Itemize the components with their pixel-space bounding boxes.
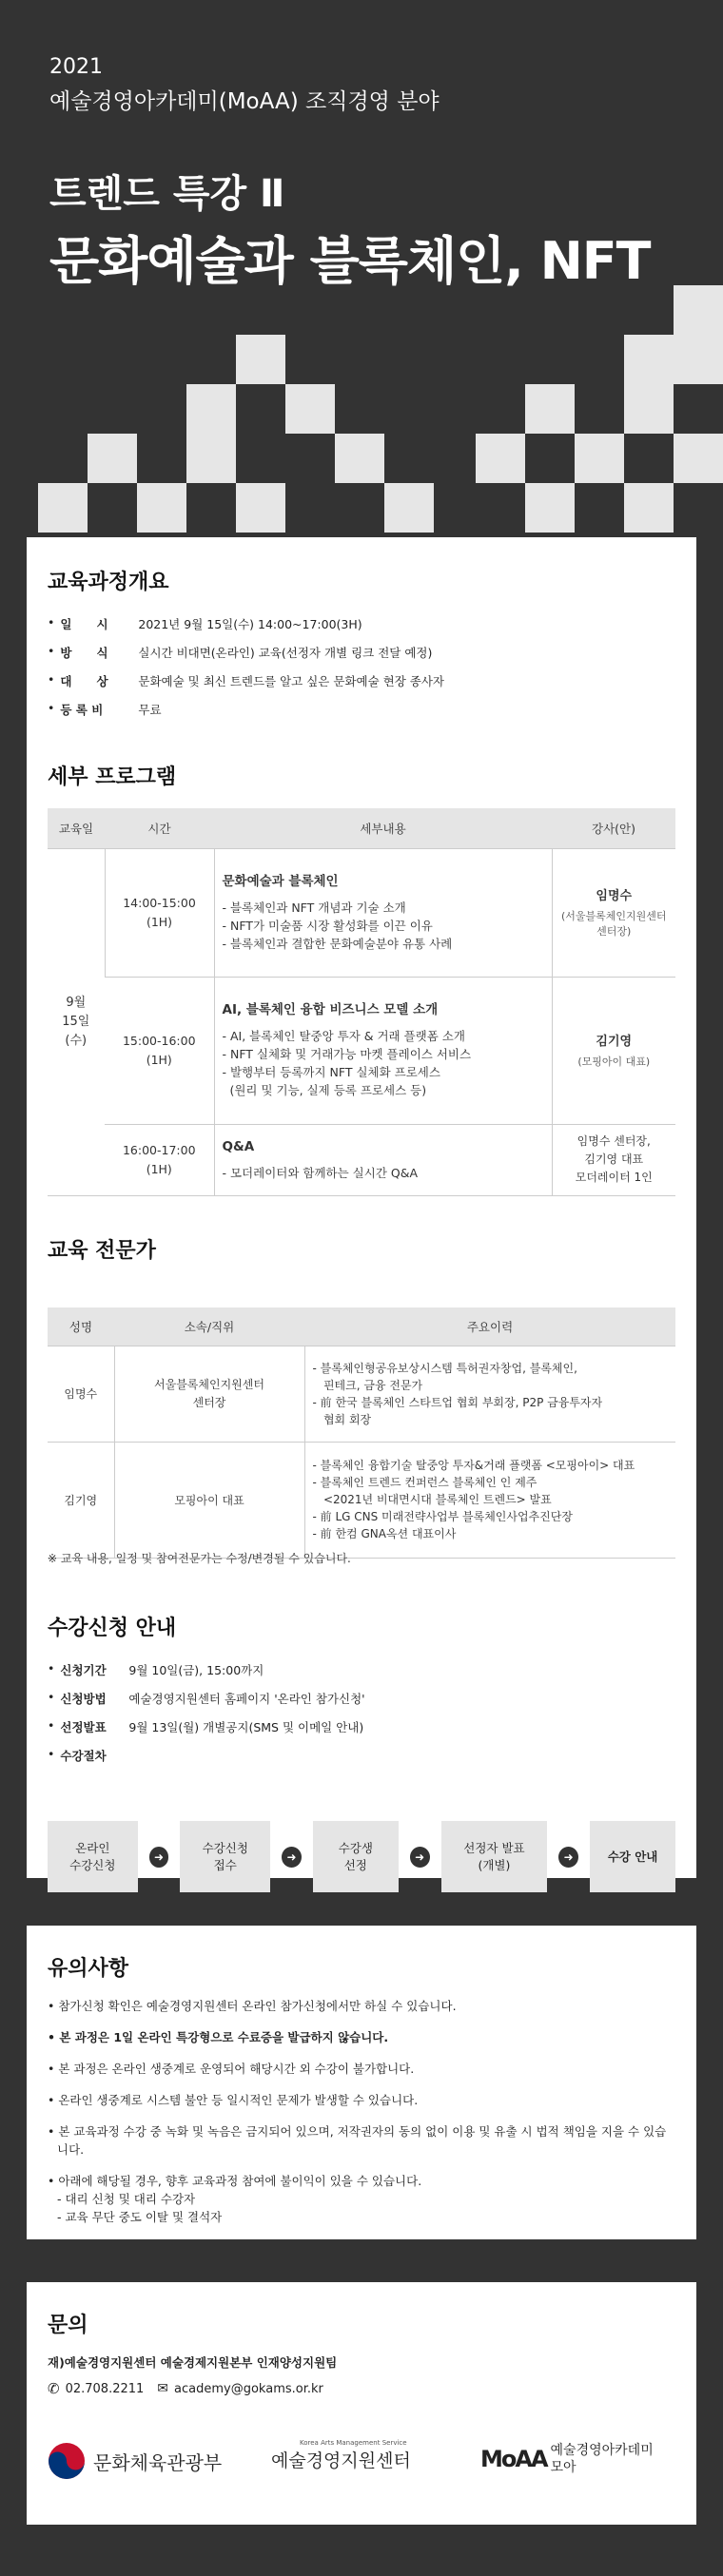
overview-key: 등 록 비 <box>60 703 104 717</box>
arrow-right-icon: ➜ <box>558 1847 578 1868</box>
contact-row <box>48 2380 323 2397</box>
program-header: 교육일 <box>48 808 105 848</box>
experts-header: 성명 <box>48 1307 114 1346</box>
expert-org: 모핑아이 대표 <box>114 1442 304 1558</box>
apply-heading: 수강신청 안내 <box>48 1617 177 1640</box>
moaa-name-2: 모아 <box>550 2460 576 2475</box>
overview-key: 방 식 <box>60 646 108 660</box>
list-item: - NFT 실체화 및 거래가능 마켓 플레이스 서비스 <box>222 1047 472 1061</box>
overview-value: 문화예술 및 최신 트렌드를 알고 싶은 문화예술 현장 종사자 <box>138 674 444 688</box>
list-item: - 블록체인형공유보상시스템 특허권자창업, 블록체인, <box>312 1361 577 1375</box>
caution-list <box>48 1997 675 2226</box>
deco-square <box>384 483 434 533</box>
program-lecturer <box>552 977 675 1124</box>
lecturer-title: (서울블록체인지원센터 센터장) <box>560 910 667 938</box>
lecturer-title: (모핑아이 대표) <box>577 1056 651 1068</box>
deco-square <box>525 384 575 434</box>
bullet: • <box>48 615 55 629</box>
deco-square <box>137 483 186 533</box>
deco-square <box>674 434 723 483</box>
list-item: • 온라인 생중계로 시스템 불안 등 일시적인 문제가 발생할 수 있습니다. <box>48 2093 419 2107</box>
bullet: • <box>48 1661 55 1675</box>
phone-icon: ✆ <box>48 2380 60 2397</box>
step-box: 선정자 발표 (개별) <box>441 1821 548 1892</box>
apply-key: 신청방법 <box>60 1692 107 1706</box>
hero-subtitle: 예술경영아카데미(MoAA) 조직경영 분야 <box>49 89 440 114</box>
contact-card <box>27 2282 696 2525</box>
experts-header: 주요이력 <box>304 1307 675 1346</box>
apply-row <box>48 1747 128 1764</box>
overview-key: 대 상 <box>60 674 108 688</box>
step-box: 수강생 선정 <box>313 1821 399 1892</box>
ministry-logo <box>48 2442 222 2480</box>
deco-square <box>674 285 723 335</box>
list-item: - NFT가 미술품 시장 활성화를 이끈 이유 <box>222 918 433 933</box>
table-row <box>48 1124 675 1195</box>
program-title: Q&A <box>222 1138 255 1154</box>
program-header: 강사(안) <box>552 808 675 848</box>
list-item: - 블록체인 융합기술 탈중앙 투자&거래 플랫폼 <모핑아이> 대표 <box>312 1459 635 1472</box>
expert-history <box>304 1442 675 1558</box>
contact-phone[interactable]: 02.708.2211 <box>65 2381 145 2396</box>
apply-key: 신청기간 <box>60 1663 107 1677</box>
overview-heading: 교육과정개요 <box>48 571 169 594</box>
apply-key: 선정발표 <box>60 1720 107 1734</box>
lecturer-name: 임명수 <box>596 889 633 903</box>
list-item: - 前 한컴 GNA옥션 대표이사 <box>312 1527 457 1540</box>
expert-history <box>304 1346 675 1442</box>
kams-english: Korea Arts Management Service <box>300 2439 407 2447</box>
moaa-mark: MoAA <box>480 2446 547 2472</box>
list-item: - AI, 블록체인 탈중앙 투자 & 거래 플랫폼 소개 <box>222 1029 465 1043</box>
bullet: • <box>48 1747 55 1761</box>
kams-logo <box>271 2439 411 2472</box>
experts-header: 소속/직위 <box>114 1307 304 1346</box>
list-item: • 참가신청 확인은 예술경영지원센터 온라인 참가신청에서만 하실 수 있습니다. <box>48 1999 457 2013</box>
experts-heading: 교육 전문가 <box>48 1239 156 1263</box>
overview-key: 일 시 <box>60 617 108 631</box>
deco-square <box>88 434 137 483</box>
table-row <box>48 1442 675 1558</box>
kams-name: 예술경영지원센터 <box>271 2450 411 2471</box>
list-item: 핀테크, 금융 전문가 <box>312 1378 423 1392</box>
overview-value: 무료 <box>138 703 162 717</box>
hero-year: 2021 <box>49 55 103 79</box>
taegeuk-icon <box>48 2442 86 2480</box>
program-content <box>214 977 552 1124</box>
expert-name: 임명수 <box>48 1346 114 1442</box>
email-icon: ✉ <box>157 2381 169 2396</box>
main-card <box>27 537 696 1878</box>
deco-square <box>674 335 723 384</box>
program-title: 문화예술과 블록체인 <box>222 873 339 889</box>
program-time: 14:00-15:00 (1H) <box>105 848 214 977</box>
overview-row <box>48 672 444 689</box>
program-header: 시간 <box>105 808 214 848</box>
deco-square <box>624 483 674 533</box>
hero-title-line2: 문화예술과 블록체인, NFT <box>49 231 651 291</box>
apply-row <box>48 1661 264 1678</box>
overview-row <box>48 644 432 661</box>
contact-org: 재)예술경영지원센터 예술경제지원본부 인재양성지원팀 <box>48 2355 338 2370</box>
list-item: - 발행부터 등록까지 NFT 실체화 프로세스 <box>222 1065 440 1079</box>
list-item: - 前 한국 블록체인 스타트업 협회 부회장, P2P 금융투자자 <box>312 1395 603 1409</box>
apply-row <box>48 1718 363 1735</box>
deco-square <box>236 335 285 384</box>
expert-org: 서울블록체인지원센터 센터장 <box>114 1346 304 1442</box>
list-item: - 블록체인 트렌드 컨퍼런스 블록체인 인 제주 <box>312 1476 537 1489</box>
step-box: 수강신청 접수 <box>180 1821 270 1892</box>
deco-square <box>186 384 236 434</box>
bullet: • <box>48 644 55 658</box>
deco-square <box>476 434 525 483</box>
deco-square <box>186 434 236 483</box>
program-title: AI, 블록체인 융합 비즈니스 모델 소개 <box>222 1002 439 1017</box>
apply-value: 예술경영지원센터 홈페이지 '온라인 참가신청' <box>128 1692 365 1706</box>
list-item: - 前 LG CNS 미래전략사업부 블록체인사업추진단장 <box>312 1510 573 1523</box>
bullet: • <box>48 701 55 715</box>
list-item: - 대리 신청 및 대리 수강자 <box>57 2192 196 2206</box>
program-lecturer: 임명수 센터장, 김기영 대표 모더레이터 1인 <box>552 1124 675 1195</box>
list-item: <2021년 비대면시대 블록체인 트렌드> 발표 <box>312 1493 552 1506</box>
program-heading: 세부 프로그램 <box>48 765 177 789</box>
deco-square <box>624 384 674 434</box>
caution-card <box>27 1926 696 2239</box>
apply-value: 9월 13일(월) 개별공지(SMS 및 이메일 안내) <box>128 1720 364 1734</box>
bullet: • <box>48 672 55 687</box>
deco-square <box>335 434 384 483</box>
step-box: 수강 안내 <box>590 1821 675 1892</box>
arrow-right-icon: ➜ <box>410 1847 430 1868</box>
contact-heading: 문의 <box>48 2314 88 2337</box>
list-item: - 블록체인과 결합한 문화예술분야 유통 사례 <box>222 936 453 951</box>
lecturer-name: 김기영 <box>596 1035 633 1049</box>
list-item: • 본 교육과정 수강 중 녹화 및 녹음은 금지되어 있으며, 저작권자의 동의 없이 이용 및 유출 시 법적 책임을 지을 수 있습니다. <box>48 2124 667 2157</box>
contact-email[interactable]: academy@gokams.or.kr <box>174 2381 323 2396</box>
program-lecturer <box>552 848 675 977</box>
moaa-text <box>551 2442 654 2476</box>
hero-title-line1: 트렌드 특강 Ⅱ <box>49 172 285 216</box>
apply-row <box>48 1690 365 1707</box>
list-item: - 블록체인과 NFT 개념과 기술 소개 <box>222 900 406 915</box>
moaa-name-1: 예술경영아카데미 <box>550 2443 654 2458</box>
bullet: • <box>48 1718 55 1733</box>
deco-square <box>575 434 624 483</box>
apply-steps <box>48 1821 675 1892</box>
program-time: 15:00-16:00 (1H) <box>105 977 214 1124</box>
deco-square <box>236 483 285 533</box>
list-item: • 아래에 해당될 경우, 향후 교육과정 참여에 불이익이 있을 수 있습니다. <box>48 2174 422 2188</box>
program-header: 세부내용 <box>214 808 552 848</box>
apply-key: 수강절차 <box>60 1749 107 1763</box>
list-item: - 교육 무단 중도 이탈 및 결석자 <box>57 2210 223 2224</box>
overview-value: 실시간 비대면(온라인) 교육(선정자 개별 링크 전달 예정) <box>138 646 433 660</box>
caution-heading: 유의사항 <box>48 1957 129 1981</box>
deco-square <box>38 483 88 533</box>
experts-table <box>48 1307 675 1559</box>
experts-note: ※ 교육 내용, 일정 및 참여전문가는 수정/변경될 수 있습니다. <box>48 1552 351 1565</box>
arrow-right-icon: ➜ <box>282 1847 302 1868</box>
moaa-logo <box>480 2442 654 2476</box>
program-table <box>48 808 675 1196</box>
program-content <box>214 848 552 977</box>
overview-row <box>48 701 162 718</box>
list-item: • 본 과정은 1일 온라인 특강형으로 수료증을 발급하지 않습니다. <box>48 2030 389 2044</box>
apply-value: 9월 10일(금), 15:00까지 <box>128 1663 264 1677</box>
deco-square <box>285 384 335 434</box>
list-item: • 본 과정은 온라인 생중계로 운영되어 해당시간 외 수강이 불가합니다. <box>48 2062 415 2076</box>
list-item: (원리 및 기능, 실제 등록 프로세스 등) <box>222 1083 427 1097</box>
overview-value: 2021년 9월 15일(수) 14:00~17:00(3H) <box>138 617 362 631</box>
expert-name: 김기영 <box>48 1442 114 1558</box>
table-row <box>48 977 675 1124</box>
program-date: 9월 15일 (수) <box>48 848 105 1195</box>
overview-row <box>48 615 362 632</box>
bullet: • <box>48 1690 55 1704</box>
list-item: 협회 회장 <box>312 1412 372 1426</box>
deco-square <box>525 483 575 533</box>
hero-banner <box>0 0 723 537</box>
table-row <box>48 1346 675 1442</box>
step-box: 온라인 수강신청 <box>48 1821 138 1892</box>
table-row <box>48 848 675 977</box>
list-item: - 모더레이터와 함께하는 실시간 Q&A <box>222 1165 419 1180</box>
program-content <box>214 1124 552 1195</box>
ministry-name: 문화체육관광부 <box>93 2450 223 2474</box>
program-time: 16:00-17:00 (1H) <box>105 1124 214 1195</box>
arrow-right-icon: ➜ <box>149 1847 169 1868</box>
deco-square <box>624 335 674 384</box>
